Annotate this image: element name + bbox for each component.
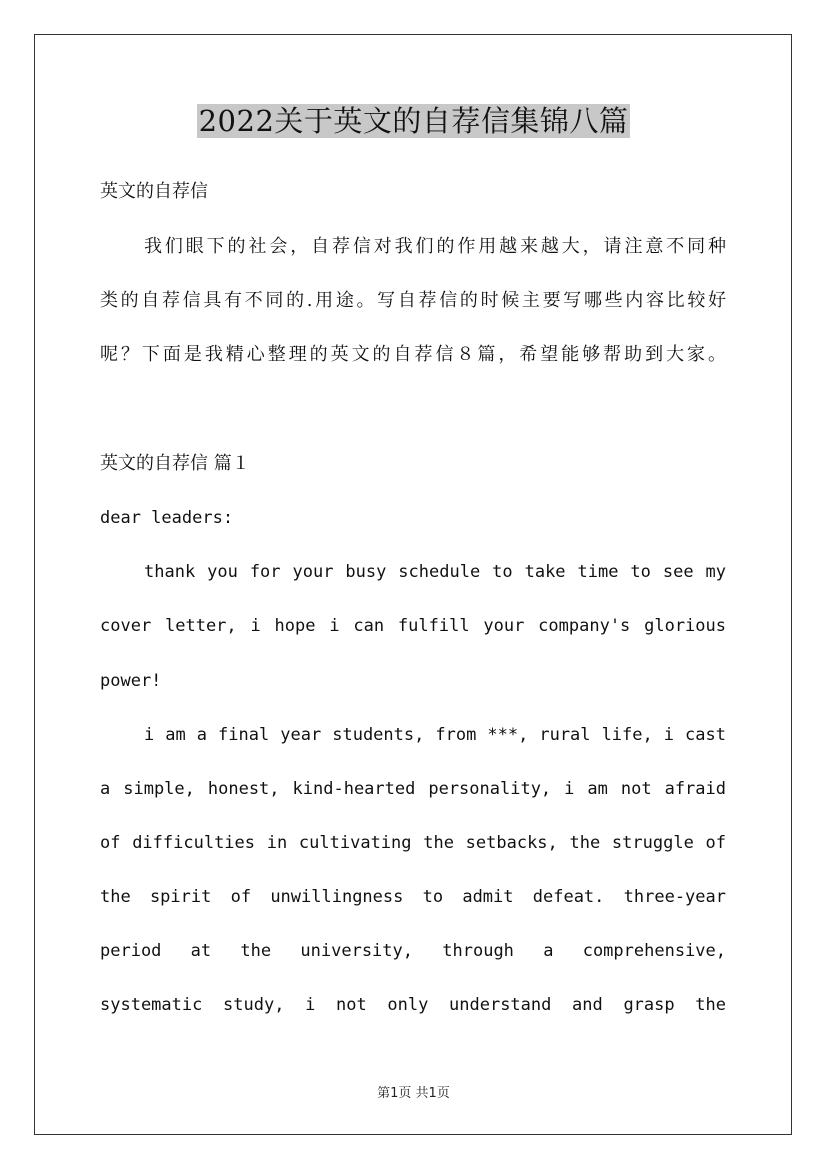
body-line-5: a simple, honest, kind-hearted personality, i am not afraid: [100, 779, 726, 799]
body-line-2: cover letter, i hope i can fulfill your company's glorious: [100, 616, 726, 636]
body-line-8: period at the university, through a comprehensive,: [100, 941, 726, 961]
section-heading: 英文的自荐信: [100, 181, 208, 202]
body-line-9: systematic study, i not only understand and grasp the: [100, 995, 726, 1015]
body-line-3: power!: [100, 671, 162, 691]
page-footer: 第1页 共1页: [377, 1086, 450, 1101]
article-heading: 英文的自荐信 篇１: [100, 453, 250, 474]
document-title: [0, 100, 827, 142]
body-line-6: of difficulties in cultivating the setbacks, the struggle of: [100, 833, 726, 853]
body-line-1: thank you for your busy schedule to take time to see my: [144, 562, 726, 582]
title-text: 2022关于英文的自荐信集锦八篇: [198, 104, 629, 138]
body-line-7: the spirit of unwillingness to admit defeat. three-year: [100, 887, 726, 907]
intro-line-2: 类的自荐信具有不同的.用途。写自荐信的时候主要写哪些内容比较好: [100, 290, 726, 311]
intro-line-3: 呢？下面是我精心整理的英文的自荐信８篇，希望能够帮助到大家。: [100, 344, 726, 365]
intro-line-1: 我们眼下的社会，自荐信对我们的作用越来越大，请注意不同种: [144, 236, 726, 257]
salutation: dear leaders:: [100, 508, 234, 528]
body-line-4: i am a final year students, from ***, rural life, i cast: [144, 725, 726, 745]
